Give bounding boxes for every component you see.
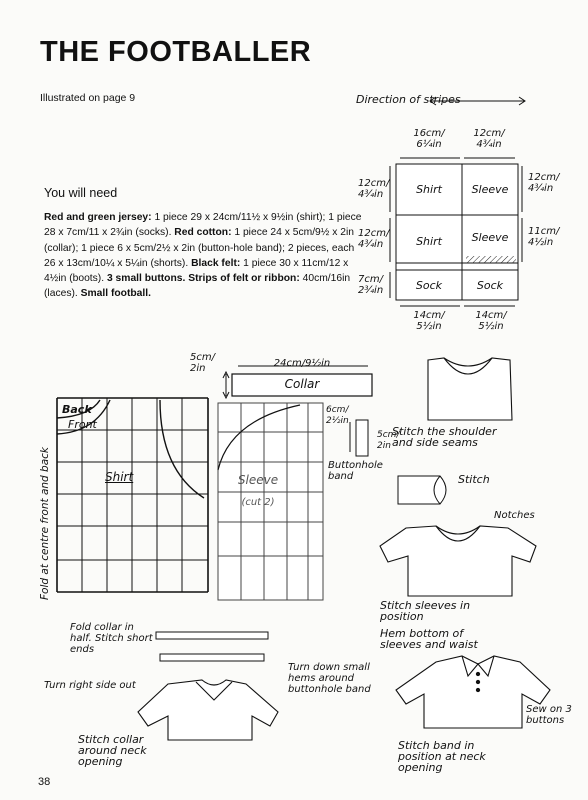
- layout-cell-label: Sock: [415, 279, 443, 292]
- layout-cell-label: Shirt: [416, 183, 442, 196]
- layout-cell-label: Sleeve: [471, 183, 509, 196]
- collar-width-label: 24cm/9½in: [273, 358, 331, 369]
- dim-label: 11cm/ 4½in: [528, 226, 560, 248]
- collar-fold-drawing: [156, 632, 268, 661]
- fold-label: Fold at centre front and back: [39, 447, 51, 600]
- band-dim-label: 5cm/ 2in: [377, 430, 400, 451]
- step-turn-down: Turn down small hems around buttonhole band: [288, 662, 371, 695]
- shoulder-step-drawing: [428, 358, 512, 420]
- layout-cell-label: Shirt: [416, 235, 442, 248]
- layout-cell-label: Sleeve: [471, 231, 509, 244]
- sleeve-cut-label: (cut 2): [241, 497, 275, 508]
- sleeves-attached-drawing: [380, 526, 536, 596]
- dim-label: 14cm/ 5½in: [413, 310, 445, 332]
- buttonhole-band-label: Buttonhole band: [328, 460, 383, 482]
- material-name: Small football.: [80, 288, 151, 300]
- dim-label: 7cm/ 2¾in: [358, 274, 384, 296]
- collar-label: Collar: [284, 377, 320, 391]
- step-stitch-collar: Stitch collar around neck opening: [78, 733, 147, 768]
- dim-label: 12cm/ 4¾in: [358, 228, 390, 250]
- notches-label: Notches: [494, 510, 535, 521]
- dim-label: 12cm/ 4¾in: [528, 172, 560, 194]
- sleeve-step-drawing: [398, 476, 446, 504]
- band-dim-label: 6cm/ 2½in: [326, 405, 349, 426]
- material-name: Red and green jersey:: [44, 212, 152, 223]
- material-name: 3 small buttons. Strips of felt or ribbon:: [106, 273, 300, 285]
- step-hem: Hem bottom of sleeves and waist: [380, 627, 478, 651]
- step-shoulders: Stitch the shoulder and side seams: [392, 425, 497, 449]
- dim-label: 14cm/ 5½in: [475, 310, 507, 332]
- step-fold-collar: Fold collar in half. Stitch short ends: [70, 622, 153, 655]
- direction-label: Direction of stripes: [356, 93, 461, 106]
- dim-label: 12cm/ 4¾in: [358, 178, 390, 200]
- step-turn-right: Turn right side out: [44, 680, 136, 691]
- step-stitch-band: Stitch band in position at neck opening: [398, 739, 486, 774]
- material-name: Red cotton:: [174, 227, 232, 239]
- material-name: Black felt:: [191, 257, 241, 269]
- step-sleeves: Stitch sleeves in position: [380, 599, 471, 623]
- step-sew-buttons: Sew on 3 buttons: [526, 704, 572, 726]
- dim-label: 12cm/ 4¾in: [473, 128, 505, 150]
- page-title: THE FOOTBALLER: [40, 36, 312, 68]
- dim-label: 16cm/ 6¼in: [413, 128, 445, 150]
- page-number: 38: [38, 776, 51, 788]
- collar-height-label: 5cm/ 2in: [190, 352, 215, 374]
- step-stitch: Stitch: [458, 473, 490, 486]
- sleeve-label: Sleeve: [237, 473, 279, 487]
- materials-heading: You will need: [44, 186, 118, 200]
- material-detail: 1 piece 30 x 11cm/12 x 4½in (boots).: [44, 257, 349, 285]
- back-label: Back: [62, 403, 92, 416]
- shirt-label: Shirt: [105, 470, 134, 484]
- layout-cell-label: Sock: [476, 279, 504, 292]
- front-label: Front: [68, 418, 97, 431]
- material-detail: 1 piece 24 x 5cm/9½ x 2in (collar); 1 piece 6 x 5cm/2½ x 2in (button-hole band); 2 pieces, each 26 x 13cm/10¼ x 5¼in (shorts).: [44, 227, 355, 269]
- page-reference: Illustrated on page 9: [40, 92, 136, 104]
- material-detail: 40cm/16in (laces).: [44, 273, 351, 300]
- material-detail: 1 piece 29 x 24cm/11½ x 9½in (shirt); 1 piece 28 x 7cm/11 x 2¾in (socks).: [44, 212, 362, 239]
- collar-step-drawing: [138, 680, 278, 740]
